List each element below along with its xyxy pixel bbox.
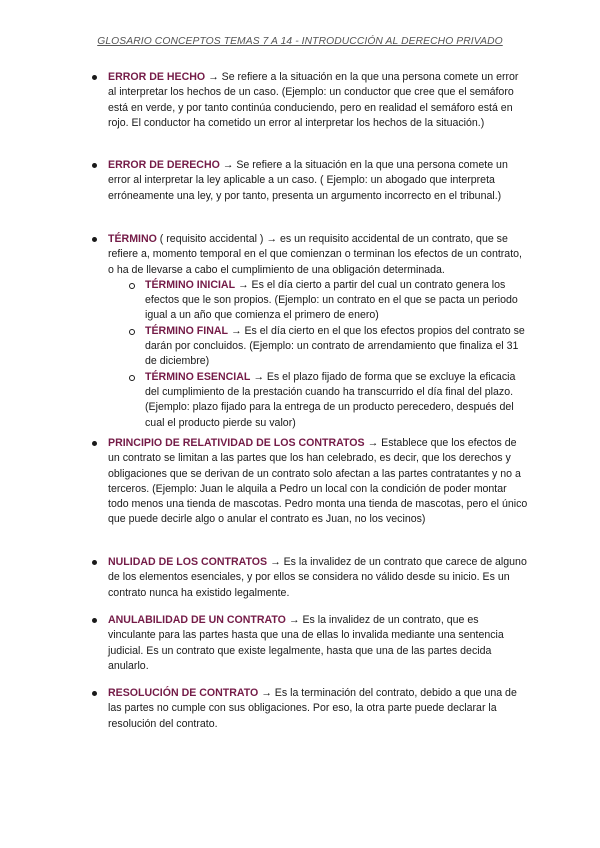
sub-list [145,278,528,431]
glossary-definition: Es la terminación del contrato, debido a que una de las partes no cumple con sus obligaciones. Por eso, la otra parte puede declarar la resolución del contrato. [108,687,517,730]
bullet-icon [92,441,97,446]
arrow-icon: → [230,324,242,337]
glossary-item [108,686,528,732]
glossary-definition: Se refiere a la situación en la que una persona comete un error al interpretar la ley aplicable a un caso. ( Ejemplo: un abogado que interpreta erróneamente una ley, y por tanto, presenta un argumento incorrecto en el tribunal.) [108,159,508,202]
glossary-item [108,613,528,674]
bullet-icon [92,75,97,80]
arrow-icon: → [261,687,272,699]
sub-term: TÉRMINO INICIAL [145,278,236,291]
arrow-icon: → [270,556,281,568]
arrow-icon: → [367,437,379,449]
glossary-item [108,232,528,431]
glossary-definition: Es la invalidez de un contrato que carece de alguno de los elementos esenciales, y por ellos se considera no válido desde su inicio. Es un contrato nunca ha existido legalmente. [108,556,527,599]
glossary-item [108,158,528,204]
sub-item [145,324,528,370]
glossary-item [108,555,528,601]
bullet-icon [92,237,97,242]
glossary-term: RESOLUCIÓN DE CONTRATO [108,687,259,699]
arrow-icon: → [222,159,234,171]
glossary-term: PRINCIPIO DE RELATIVIDAD DE LOS CONTRATOS [108,437,365,449]
glossary-term: ERROR DE DERECHO [108,159,220,171]
bullet-icon [92,560,97,565]
glossary-definition: Es la invalidez de un contrato, que es vinculante para las partes hasta que una de ellas lo invalida mediante una sentencia judicial. Es un contrato que existe legalmente, hasta que una de las partes decida anularlo. [108,614,504,672]
glossary-definition: Establece que los efectos de un contrato se limitan a las partes que los han celebrado, es decir, que los derechos y obligaciones que se derivan de un contrato solo afectan a las partes contratantes y no a terceros. (Ejemplo: Juan le alquila a Pedro un local con la condición de poder montar todo menos una tienda de mascotas. Pedro monta una tienda de mascotas, pero el único que puede decirle algo o anular el contrato es Juan, no los vecinos) [108,437,528,526]
glossary-term: ERROR DE HECHO [108,71,206,83]
circle-bullet-icon [129,283,135,289]
bullet-icon [92,691,97,696]
circle-bullet-icon [129,375,135,381]
term-note: ( requisito accidental ) [156,233,264,245]
sub-term: TÉRMINO ESENCIAL [145,370,251,383]
glossary-term: TÉRMINO [108,233,157,245]
arrow-icon: → [208,71,219,83]
arrow-icon: → [288,614,300,626]
sub-definition: Es el día cierto en el que los efectos propios del contrato se darán por concluidos. (Ejemplo: un contrato de arrendamiento que finaliza el 31 de diciembre) [145,324,525,368]
glossary-item [108,436,528,528]
sub-term: TÉRMINO FINAL [145,324,228,337]
arrow-icon: → [238,278,249,291]
glossary-definition: es un requisito accidental de un contrato, que se refiere a, momento temporal en el que comienzan o terminan los efectos de un contrato, o ha de llevarse a cabo el cumplimiento de una obligación determinada. [108,233,522,276]
document-title: GLOSARIO CONCEPTOS TEMAS 7 A 14 - INTRODUCCIÓN AL DERECHO PRIVADO [97,36,503,47]
sub-definition: Es el plazo fijado de forma que se excluye la eficacia del cumplimiento de la prestación cuando ha transcurrido el día final del plazo. (Ejemplo: plazo fijado para la entrega de un producto perecedero, después del cual el producto pierde su valor) [145,370,516,429]
glossary-term: ANULABILIDAD DE UN CONTRATO [108,614,286,626]
glossary-item [108,70,528,131]
sub-item [145,370,528,431]
bullet-icon [92,163,97,168]
glossary-definition: Se refiere a la situación en la que una persona comete un error al interpretar los hechos de un caso. (Ejemplo: un conductor que cree que el semáforo está en verde, y por tanto continúa conduciendo, pero en realidad el semáforo está en rojo. El conductor ha cometido un error al interpretar los hechos de la situación.) [108,71,519,129]
sub-definition: Es el día cierto a partir del cual un contrato genera los efectos que le son propios. (Ejemplo: un contrato en el que se pacta un periodo igual a un año que comienza el primero de enero) [145,278,518,322]
sub-item [145,278,528,324]
bullet-icon [92,618,97,623]
circle-bullet-icon [129,329,135,335]
glossary-term: NULIDAD DE LOS CONTRATOS [108,556,268,568]
arrow-icon: → [253,370,264,383]
arrow-icon: → [266,233,277,245]
